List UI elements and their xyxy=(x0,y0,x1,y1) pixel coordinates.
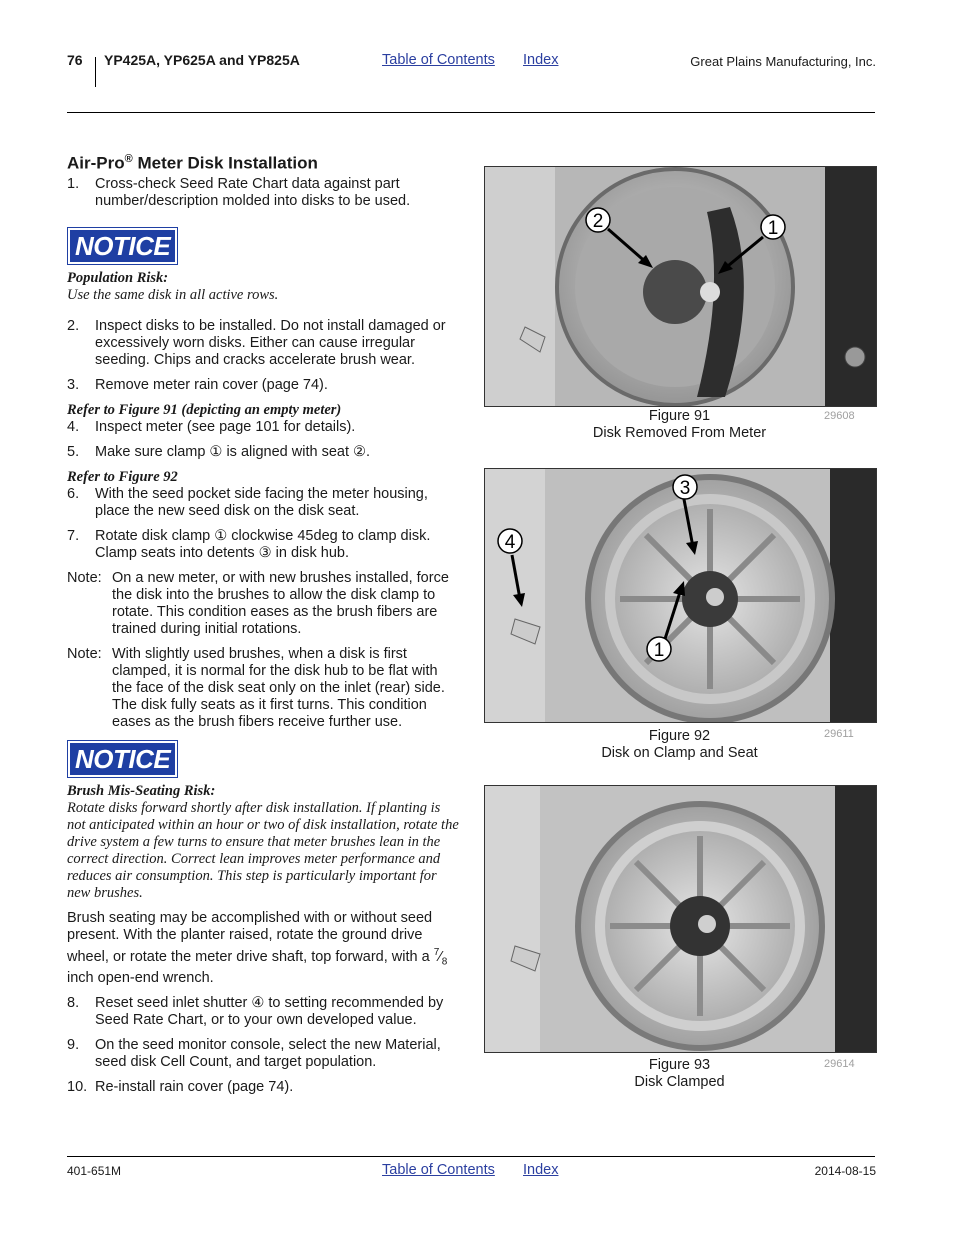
footer-index-link[interactable]: Index xyxy=(523,1162,559,1178)
callout-2: 2 xyxy=(592,211,604,232)
brush-seating-paragraph: Brush seating may be accomplished with or without seed present. With the planter raised, rotate the ground drive wheel, or rotate the meter drive shaft, top forward, with a $^7⁄_8$ inch open-end wrench. xyxy=(67,909,448,987)
figure-92-illustration xyxy=(485,469,876,722)
figure-92-caption: Figure 92 Disk on Clamp and Seat xyxy=(601,728,758,761)
figure-92-id: 29611 xyxy=(824,728,854,740)
callout-1: 1 xyxy=(767,218,779,239)
note-1: Note: On a new meter, or with new brushes installed, force the disk into the brushes to allow the disk clamp to rotate. This condition eases as the brush fibers are trained during initial rotations. xyxy=(67,569,449,637)
header-rule xyxy=(67,112,875,113)
refer-figure-92: Refer to Figure 92 xyxy=(67,468,178,485)
step-6: 6. With the seed pocket side facing the meter housing, place the new seed disk on the disk seat. xyxy=(67,485,428,519)
figure-93-illustration xyxy=(485,786,876,1052)
figure-91-caption: Figure 91 Disk Removed From Meter xyxy=(592,408,767,441)
callout-1b: 1 xyxy=(653,640,665,661)
step-2: 2. Inspect disks to be installed. Do not install damaged or excessively worn disks. Either can cause irregular seeding. Chips and cracks accelerate brush wear. xyxy=(67,317,446,368)
step-4: 4. Inspect meter (see page 101 for details). xyxy=(67,418,356,435)
header-divider xyxy=(95,57,96,87)
figure-93-photo xyxy=(484,785,877,1053)
note-2: Note: With slightly used brushes, when a disk is first clamped, it is normal for the disk hub to be flat with the face of the disk seat only on the inlet (rear) side. The disk fully seats as it first turns. This condition eases as the brush fibers receive further use. xyxy=(67,645,445,730)
step-8: 8. Reset seed inlet shutter ④ to setting recommended by Seed Rate Chart, or to your own developed value. xyxy=(67,995,444,1029)
notice-badge-1: NOTICE xyxy=(70,230,175,262)
footer-rule xyxy=(67,1156,875,1157)
manual-title: YP425A, YP625A and YP825A xyxy=(104,52,300,68)
step-1: 1. Cross-check Seed Rate Chart data against part number/description molded into disks to be used. xyxy=(67,175,411,209)
step-5: 5. Make sure clamp ① is aligned with seat ②. xyxy=(67,443,371,460)
header-toc-link[interactable]: Table of Contents xyxy=(382,52,495,68)
notice-1-text: Population Risk: Use the same disk in all active rows. xyxy=(67,269,279,303)
footer-toc-link[interactable]: Table of Contents xyxy=(382,1162,495,1178)
figure-91-id: 29608 xyxy=(824,410,855,422)
figure-93-id: 29614 xyxy=(824,1058,855,1070)
notice-badge-2: NOTICE xyxy=(70,743,175,775)
page-number: 76 xyxy=(67,52,83,68)
document-code: 401-651M xyxy=(67,1164,122,1178)
figure-91-photo xyxy=(484,166,877,407)
step-10: 10. Re-install rain cover (page 74). xyxy=(67,1079,294,1096)
figure-91-illustration xyxy=(485,167,876,406)
step-3: 3. Remove meter rain cover (page 74). xyxy=(67,376,328,393)
callout-3: 3 xyxy=(679,478,691,499)
company-name: Great Plains Manufacturing, Inc. xyxy=(690,54,876,69)
figure-93-caption: Figure 93 Disk Clamped xyxy=(634,1057,725,1090)
notice-2-text: Brush Mis-Seating Risk: Rotate disks forward shortly after disk installation. If planting is not anticipated within an hour or two of disk installation, rotate the drive system a few turns to ensure that meter brushes lean in the correct direction. Correct lean improves meter performance and reduces air consumption. This step is particularly important for new brushes. xyxy=(67,782,459,901)
header-index-link[interactable]: Index xyxy=(523,52,559,68)
instructions-column xyxy=(67,153,459,1104)
section-title: Air-Pro® Meter Disk Installation xyxy=(67,153,318,173)
document-date: 2014-08-15 xyxy=(814,1164,876,1178)
callout-4: 4 xyxy=(504,532,516,553)
refer-figure-91: Refer to Figure 91 (depicting an empty meter) xyxy=(67,401,342,418)
step-7: 7. Rotate disk clamp ① clockwise 45deg to clamp disk. Clamp seats into detents ③ in disk hub. xyxy=(67,527,431,561)
step-9: 9. On the seed monitor console, select the new Material, seed disk Cell Count, and target population. xyxy=(67,1037,441,1071)
figure-92-photo xyxy=(484,468,877,723)
